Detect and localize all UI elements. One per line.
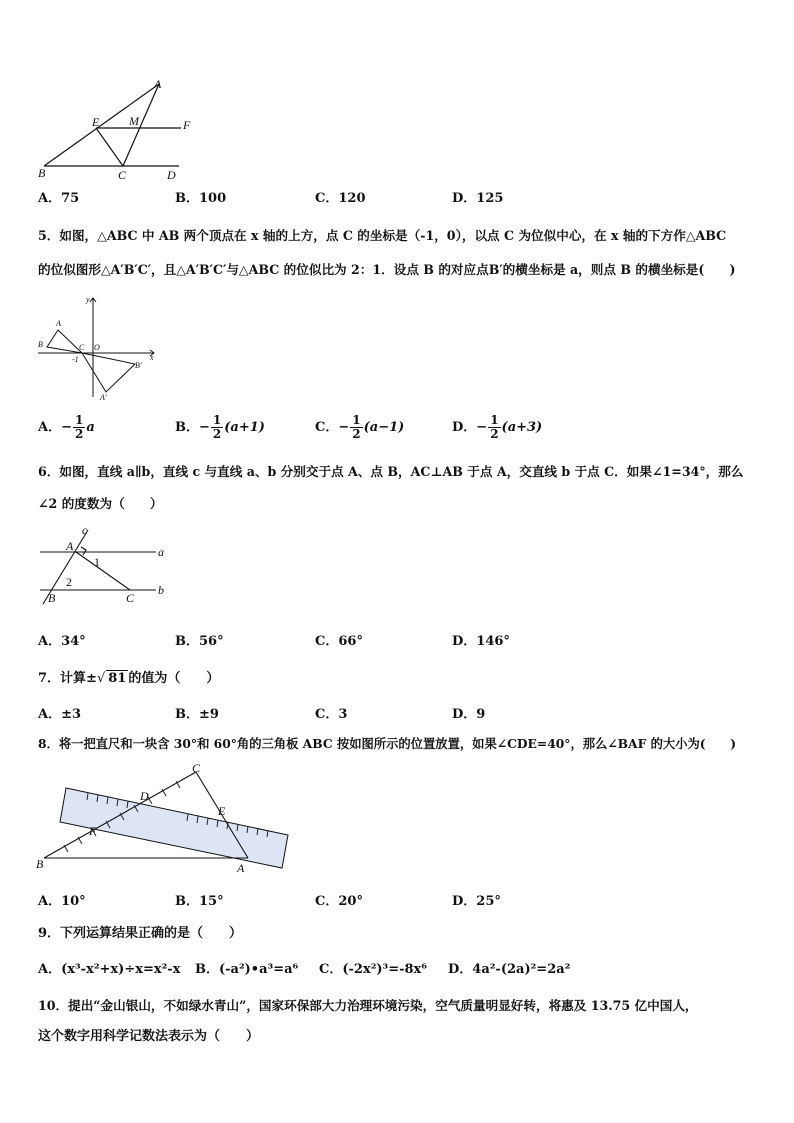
q5-label-b: B — [38, 340, 43, 349]
q5-label-minus1: -1 — [72, 355, 79, 364]
q6-label-b-point: B — [48, 591, 56, 605]
q5-option-d-den: 2 — [490, 427, 499, 441]
q8-label-c: C — [192, 761, 201, 775]
q8-option-b[interactable]: B．15° — [175, 894, 224, 909]
q5-option-b-num: 1 — [212, 413, 222, 427]
q7-option-a[interactable]: A．±3 — [38, 707, 82, 722]
q4-option-b[interactable]: B．100 — [175, 191, 227, 206]
q8-label-f: F — [89, 824, 97, 838]
q6-label-c-line: c — [82, 523, 88, 537]
q5-option-c-den: 2 — [352, 427, 361, 441]
q5-label-a: A — [56, 319, 61, 328]
q5-stem-line2: 的位似图形△A′B′C′，且△A′B′C′与△ABC 的位似比为 2：1．设点 B 的对应点B′的横坐标是 a，则点 B 的横坐标是( ) — [38, 262, 736, 277]
q5-option-c-fraction — [350, 414, 362, 441]
q9-stem: 9．下列运算结果正确的是（ ） — [38, 926, 243, 941]
q5-option-c-letter: C． — [315, 420, 339, 435]
q5-option-c[interactable] — [315, 414, 404, 441]
q5-figure — [36, 292, 161, 402]
q5-option-b-letter: B． — [175, 420, 199, 435]
q5-option-a-fraction — [73, 414, 85, 441]
q6-label-angle2: 2 — [66, 575, 72, 589]
q4-label-b: B — [38, 166, 46, 180]
q5-option-b-sign: − — [199, 420, 210, 435]
q6-label-angle1: 1 — [94, 555, 100, 569]
q6-label-c-point: C — [126, 591, 135, 605]
q7-prefix: 7．计算± — [38, 671, 97, 686]
q4-option-c[interactable]: C．120 — [315, 191, 366, 206]
q4-option-d[interactable]: D．125 — [452, 191, 504, 206]
q5-option-c-sign: − — [338, 420, 350, 435]
q6-stem-line2: ∠2 的度数为（ ） — [38, 496, 163, 511]
q5-option-b-fraction — [211, 414, 223, 441]
q9-option-b[interactable]: B．(-a²)•a³=a⁶ — [195, 962, 299, 977]
q9-option-c[interactable]: C．(-2x²)³=-8x⁶ — [319, 962, 428, 977]
q10-stem-line1: 10．提出“金山银山，不如绿水青山”，国家环保部大力治理环境污染，空气质量明显好转，将惠及 13.75 亿中国人， — [38, 998, 698, 1013]
q4-label-c: C — [118, 168, 127, 182]
q8-figure — [34, 760, 296, 878]
q5-option-a-num: 1 — [75, 413, 84, 427]
q5-label-o: O — [94, 343, 100, 352]
q7-stem: 7．计算±√ 81 的值为（ ） — [38, 671, 220, 686]
q4-label-f: F — [183, 118, 191, 132]
q5-option-c-tail: (a−1) — [363, 420, 405, 435]
q7-option-d[interactable]: D．9 — [452, 707, 486, 722]
q5-option-a-den: 2 — [75, 427, 84, 441]
q5-option-c-num: 1 — [352, 413, 361, 427]
q6-figure — [36, 522, 176, 608]
q7-option-b[interactable]: B．±9 — [175, 707, 219, 722]
q5-label-c: C — [79, 343, 85, 352]
q5-option-a-letter: A． — [38, 420, 62, 435]
q5-option-a-sign: − — [61, 420, 72, 435]
q4-label-d: D — [167, 168, 176, 182]
q5-option-b[interactable] — [175, 414, 265, 441]
q6-label-b-line: b — [158, 583, 164, 597]
q7-radicand: 81 — [108, 671, 127, 686]
q8-label-b: B — [36, 857, 44, 871]
q5-option-d-tail: (a+3) — [501, 420, 543, 435]
q4-label-m: M — [129, 114, 139, 128]
q5-option-d-letter: D． — [452, 420, 477, 435]
q4-option-a[interactable]: A．75 — [38, 191, 80, 206]
q5-label-b-prime: B′ — [135, 361, 142, 370]
q5-option-d-sign: − — [476, 420, 488, 435]
q6-option-d[interactable]: D．146° — [452, 634, 510, 649]
q5-option-d-num: 1 — [490, 413, 499, 427]
q8-option-d[interactable]: D．25° — [452, 894, 501, 909]
q4-figure — [36, 76, 196, 184]
q6-label-a-point: A — [66, 539, 74, 553]
q6-option-b[interactable]: B．56° — [175, 634, 224, 649]
q5-option-b-den: 2 — [212, 427, 222, 441]
q4-label-e: E — [92, 115, 100, 129]
q8-stem-line1: 8．将一把直尺和一块含 30°和 60°角的三角板 ABC 按如图所示的位置放置，如果∠CDE=40°，那么∠BAF 的大小为( ) — [38, 736, 737, 751]
q8-option-a[interactable]: A．10° — [38, 894, 86, 909]
q8-label-e: E — [218, 804, 226, 818]
q6-option-a[interactable]: A．34° — [38, 634, 86, 649]
q7-suffix: 的值为（ ） — [128, 671, 220, 686]
q6-stem-line1: 6．如图，直线 a∥b，直线 c 与直线 a、b 分别交于点 A、点 B，AC⊥AB 于点 A，交直线 b 于点 C．如果∠1=34°，那么 — [38, 464, 744, 479]
q6-option-c[interactable]: C．66° — [315, 634, 363, 649]
q8-option-c[interactable]: C．20° — [315, 894, 363, 909]
q10-stem-line2: 这个数字用科学记数法表示为（ ） — [38, 1029, 260, 1044]
q8-label-a: A — [237, 861, 245, 875]
q7-option-c[interactable]: C．3 — [315, 707, 348, 722]
q5-stem-line1: 5．如图，△ABC 中 AB 两个顶点在 x 轴的上方，点 C 的坐标是（-1，0），以点 C 为位似中心，在 x 轴的下方作△ABC — [38, 228, 727, 243]
q5-label-x: x — [150, 353, 154, 362]
q5-label-y: y — [86, 295, 90, 304]
q9-option-d[interactable]: D．4a²-(2a)²=2a² — [448, 962, 571, 977]
q6-label-a-line: a — [158, 545, 164, 559]
q5-option-b-tail: (a+1) — [224, 420, 265, 435]
q5-option-d[interactable] — [452, 414, 542, 441]
q9-option-a[interactable]: A．(x³-x²+x)÷x=x²-x — [38, 962, 181, 977]
q4-label-a: A — [154, 77, 162, 91]
q5-option-d-fraction — [488, 414, 500, 441]
q5-label-a-prime: A′ — [100, 393, 107, 402]
q5-option-a[interactable] — [38, 414, 95, 441]
q8-label-d: D — [140, 789, 149, 803]
q5-option-a-tail: a — [86, 420, 95, 435]
